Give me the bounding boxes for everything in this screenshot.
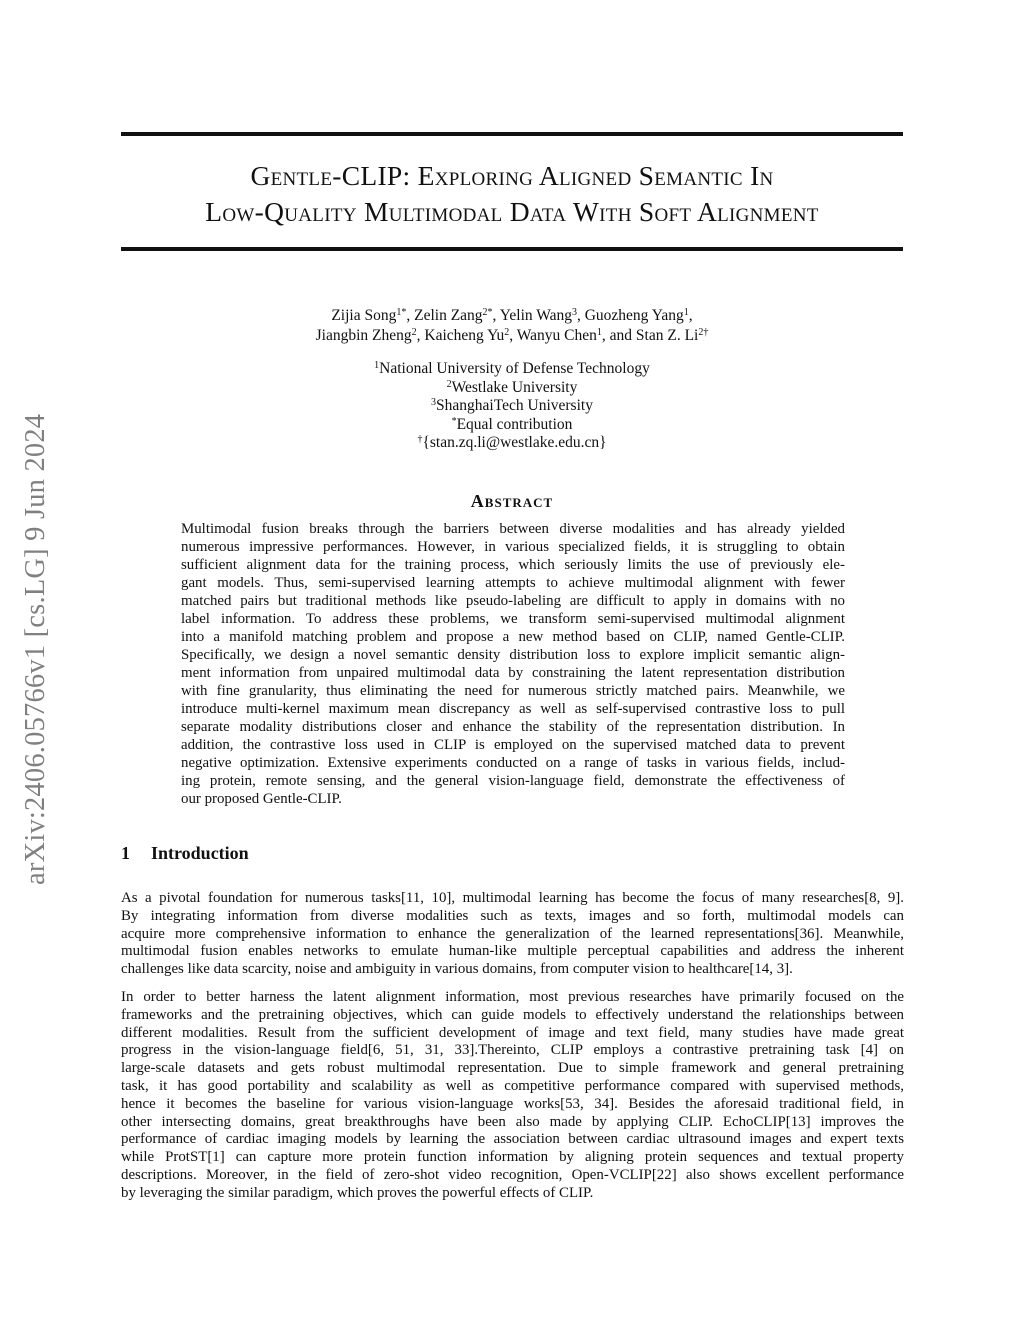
author-name: Yelin Wang xyxy=(499,307,572,324)
author-name: Zijia Song xyxy=(331,307,397,324)
affiliation-sup: 1 xyxy=(374,360,380,371)
paragraph-line: performance of cardiac imaging models by learning the association between cardiac ultrasound images and expert texts xyxy=(121,1131,904,1148)
author-sup: 1 xyxy=(683,307,689,318)
abstract-line: our proposed Gentle-CLIP. xyxy=(181,791,342,807)
section-title: Introduction xyxy=(151,843,249,863)
affiliation-item xyxy=(121,397,903,416)
paragraph-line: progress in the vision-language field[6, 51, 31, 33].Thereinto, CLIP employs a contrastive pretraining task [4] on xyxy=(121,1042,904,1059)
paragraph-line: while ProtST[1] can capture more protein function information by aligning protein sequences and textual property xyxy=(121,1149,904,1166)
affiliation-sup: 3 xyxy=(431,397,437,409)
abstract-line: negative optimization. Extensive experiments conducted on a range of tasks in various fields, includ- xyxy=(181,755,845,771)
section-heading-introduction xyxy=(121,843,621,864)
affiliation-list xyxy=(121,360,903,453)
author-sup: 3 xyxy=(571,307,577,318)
title-line: Low-Quality Multimodal Data With Soft Alignment xyxy=(205,196,819,227)
affiliation-sup: 2 xyxy=(446,378,452,390)
abstract-body xyxy=(181,520,845,808)
abstract-line: ment information from unpaired multimodal data by constraining the latent representation distribution xyxy=(181,665,845,681)
affiliation-item xyxy=(121,360,903,379)
paragraph-line: different modalities. Result from the sufficient development of image and text field, many studies have made great xyxy=(121,1024,904,1041)
abstract-heading: Abstract xyxy=(470,491,554,511)
author-sup: 2 xyxy=(411,327,417,338)
author-list xyxy=(121,306,903,346)
abstract-line: matched pairs but traditional methods like pseudo-labeling are difficult to apply in domains with no xyxy=(181,593,845,609)
affiliation-text: Equal contribution xyxy=(456,415,573,433)
paper-title xyxy=(121,158,903,230)
abstract-line: separate modality distributions closer and enhance the stability of the representation distribution. In xyxy=(181,719,845,735)
affiliation-item xyxy=(121,416,903,435)
abstract-line: into a manifold matching problem and propose a new method based on CLIP, named Gentle-CLIP. xyxy=(181,629,845,645)
author-name: Kaicheng Yu xyxy=(424,327,505,344)
author-line xyxy=(121,326,903,346)
abstract-line: numerous impressive performances. However, in various specialized fields, it is struggling to obtain xyxy=(181,539,845,555)
paragraph-line: hence it becomes the baseline for various vision-language works[53, 34]. Besides the aforesaid traditional field, in xyxy=(121,1095,904,1112)
title-bottom-rule xyxy=(121,247,903,251)
abstract-line: Specifically, we design a novel semantic density distribution loss to explore implicit semantic align- xyxy=(181,647,845,663)
abstract-line: gant models. Thus, semi-supervised learning attempts to achieve multimodal alignment with fewer xyxy=(181,575,845,591)
paragraph-line: In order to better harness the latent alignment information, most previous researches have primarily focused on the xyxy=(121,989,904,1005)
paragraph-line: challenges like data scarcity, noise and ambiguity in various domains, from computer vision to healthcare[14, 3]. xyxy=(121,961,793,978)
affiliation-text: {stan.zq.li@westlake.edu.cn} xyxy=(422,434,607,452)
paragraph-line: descriptions. Moreover, in the field of zero-shot video recognition, Open-VCLIP[22] also shows excellent performance xyxy=(121,1166,904,1183)
title-top-rule xyxy=(121,132,903,136)
paragraph-line: task, it has good portability and scalability as well as competitive performance compared with supervised methods, xyxy=(121,1077,904,1094)
affiliation-item xyxy=(121,434,903,453)
author-name: Wanyu Chen xyxy=(516,327,597,344)
abstract-line: addition, the contrastive loss used in CLIP is employed on the supervised matched data to prevent xyxy=(181,737,845,753)
intro-paragraph-1 xyxy=(121,890,904,979)
intro-paragraph-2 xyxy=(121,989,904,1203)
author-name: Jiangbin Zheng xyxy=(315,327,412,344)
arxiv-side-identifier: arXiv:2406.05766v1 [cs.LG] 9 Jun 2024 xyxy=(20,413,51,885)
author-sup: 1* xyxy=(396,307,407,318)
affiliation-sup: † xyxy=(417,434,423,446)
abstract-line: ing protein, remote sensing, and the general vision-language field, demonstrate the effectiveness of xyxy=(181,773,845,789)
author-sep: , xyxy=(416,327,425,344)
author-sep: , xyxy=(576,307,585,324)
paragraph-line: By integrating information from diverse modalities such as texts, images and so forth, multimodal models can xyxy=(121,907,904,924)
paragraph-line: acquire more comprehensive information to enhance the generalization of the learned representations[36]. Meanwhile, xyxy=(121,925,904,942)
affiliation-text: National University of Defense Technology xyxy=(379,360,650,377)
author-sup: 2* xyxy=(482,307,493,318)
title-line: Gentle-CLIP: Exploring Aligned Semantic In xyxy=(250,160,774,191)
author-line xyxy=(121,306,903,326)
paragraph-line: frameworks and the pretraining objectives, which can guide models to effectively understand the relationships between xyxy=(121,1006,904,1023)
author-sep: , xyxy=(688,307,693,324)
author-sep: , xyxy=(406,307,415,324)
affiliation-item xyxy=(121,379,903,398)
paragraph-line: other intersecting domains, great breakthroughs have been also made by applying CLIP. EchoCLIP[13] improves the xyxy=(121,1113,904,1130)
affiliation-text: ShanghaiTech University xyxy=(436,397,593,415)
abstract-line: with fine granularity, thus eliminating the need for numerous strictly matched pairs. Meanwhile, we xyxy=(181,683,845,699)
author-sep: , xyxy=(509,327,517,344)
author-sep: , and xyxy=(601,327,636,344)
section-number: 1 xyxy=(121,843,130,863)
abstract-line: sufficient alignment data for the training process, which seriously limits the use of previously ele- xyxy=(181,557,845,573)
affiliation-sup: * xyxy=(451,415,457,427)
abstract-line: label information. To address these problems, we transform semi-supervised multimodal alignment xyxy=(181,611,845,627)
paragraph-line: large-scale datasets and gets robust multimodal representation. Due to simple framework and general pretraining xyxy=(121,1060,904,1077)
author-sep: , xyxy=(492,307,500,324)
author-name: Guozheng Yang xyxy=(584,307,684,324)
abstract-line: Multimodal fusion breaks through the barriers between diverse modalities and has already yielded xyxy=(181,521,845,537)
paragraph-line: As a pivotal foundation for numerous tasks[11, 10], multimodal learning has become the focus of many researches[8, 9]. xyxy=(121,890,904,906)
author-name: Zelin Zang xyxy=(414,307,483,324)
author-sup: 2 xyxy=(504,327,510,338)
author-sup: 2† xyxy=(698,327,709,338)
paragraph-line: by leveraging the similar paradigm, which proves the powerful effects of CLIP. xyxy=(121,1184,594,1201)
paragraph-line: multimodal fusion enables networks to emulate human-like multiple perceptual capabilities and address the inherent xyxy=(121,943,904,960)
abstract-line: introduce multi-kernel maximum mean discrepancy as well as self-supervised contrastive loss to pull xyxy=(181,701,845,717)
author-sup: 1 xyxy=(596,327,602,338)
author-name: Stan Z. Li xyxy=(635,327,699,344)
affiliation-text: Westlake University xyxy=(451,378,578,396)
